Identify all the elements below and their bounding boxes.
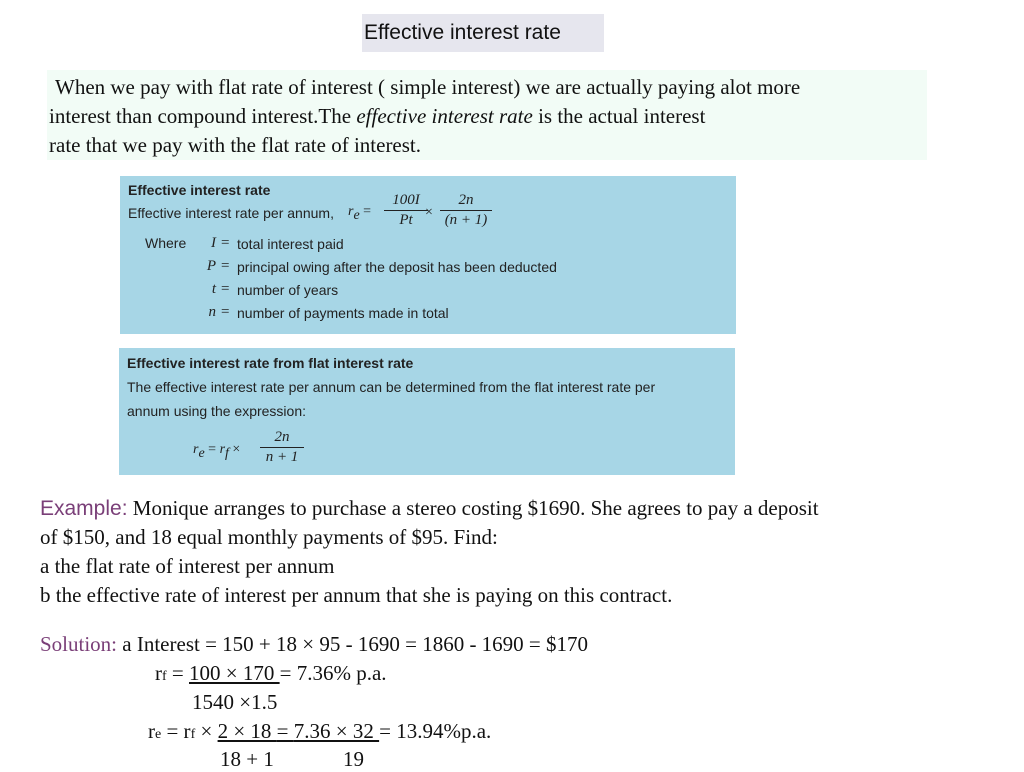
definition-equals: = — [221, 235, 230, 251]
re-symbol: r — [148, 719, 155, 743]
re-times: × — [195, 719, 218, 743]
definition-equals: = — [221, 281, 230, 297]
lhs-subscript: e — [198, 445, 205, 461]
re-numerator-2: 7.36 × 32 — [293, 719, 380, 743]
equals-sign: = — [363, 204, 372, 219]
intro-emphasis: effective interest rate — [356, 104, 533, 128]
re-symbol: r — [348, 204, 354, 219]
solution-line-1 — [40, 632, 588, 657]
solution-re-line — [148, 719, 491, 744]
box2-line-2: annum using the expression: — [127, 403, 306, 419]
rf-symbol: r — [155, 661, 162, 685]
example-line-2: of $150, and 18 equal monthly payments of $95. Find: — [40, 525, 498, 549]
fraction-2-numerator: 2n — [440, 192, 492, 211]
fraction-1-denominator: Pt — [399, 212, 413, 228]
flat-to-effective-box — [119, 348, 735, 475]
rf-symbol: r — [219, 442, 226, 457]
box1-formula-label: Effective interest rate per annum, — [128, 205, 334, 221]
effective-rate-box — [120, 176, 736, 334]
example-line-4: b the effective rate of interest per annum that she is paying on this contract. — [40, 583, 673, 607]
intro-line-2-text: interest than compound interest.The — [49, 104, 357, 128]
example-line-1 — [40, 494, 1000, 523]
rf-result: = 7.36% p.a. — [279, 661, 387, 685]
definition-text: number of years — [237, 282, 339, 298]
fraction-2-denominator: (n + 1) — [444, 212, 488, 228]
intro-line-1: When we pay with flat rate of interest ( simple interest) we are actually paying alot more — [55, 75, 801, 99]
definition-text: total interest paid — [237, 236, 344, 252]
box1-fraction-2 — [440, 192, 492, 229]
re-numerator-1: 2 × 18 — [217, 719, 277, 743]
definition-symbol: n — [208, 304, 216, 320]
box2-fraction-denominator: n + 1 — [265, 449, 299, 465]
intro-line-2 — [49, 102, 705, 131]
re-rf-subscript: f — [190, 727, 196, 742]
intro-paragraph — [47, 70, 927, 160]
rf-numerator: 100 × 170 — [189, 661, 280, 685]
equals-sign: = — [208, 442, 217, 457]
box1-heading: Effective interest rate — [128, 182, 271, 198]
solution-line-1-text: a Interest = 150 + 18 × 95 - 1690 = 1860 - 1690 = $170 — [117, 632, 589, 656]
re-equals: = r — [161, 719, 191, 743]
definition-symbol: P — [206, 258, 216, 274]
definition-text: number of payments made in total — [237, 305, 449, 321]
box1-where: Where — [145, 235, 187, 251]
re-equals-2: = — [276, 719, 294, 743]
intro-line-3: rate that we pay with the flat rate of interest. — [49, 133, 422, 157]
box2-formula — [193, 442, 240, 462]
definition-text: principal owing after the deposit has been deducted — [237, 259, 557, 275]
re-subscript: e — [353, 207, 360, 223]
rf-equals: = — [166, 661, 190, 685]
solution-re-denominator-2: 19 — [343, 747, 364, 771]
solution-rf-denominator: 1540 ×1.5 — [192, 690, 278, 714]
box2-heading: Effective interest rate from flat interest rate — [127, 355, 414, 371]
box2-fraction-numerator: 2n — [260, 429, 304, 448]
page-title: Effective interest rate — [362, 14, 604, 52]
intro-line-2-tail: is the actual interest — [532, 104, 706, 128]
definition-symbol: t — [211, 281, 216, 297]
box2-fraction — [260, 429, 304, 466]
example-line-1-text: Monique arranges to purchase a stereo costing $1690. She agrees to pay a deposit — [127, 496, 819, 520]
example-block — [40, 494, 1000, 610]
rf-subscript: f — [162, 669, 167, 684]
box1-times: × — [425, 205, 433, 220]
box2-line-1: The effective interest rate per annum can be determined from the flat interest rate per — [127, 379, 656, 395]
solution-label: Solution: — [40, 632, 118, 656]
rf-subscript: f — [225, 445, 229, 461]
lhs-symbol: r — [193, 442, 199, 457]
definition-symbol: I — [211, 235, 216, 251]
re-result: = 13.94%p.a. — [379, 719, 492, 743]
re-subscript: e — [155, 727, 162, 742]
example-label: Example: — [40, 497, 128, 520]
example-line-3: a the flat rate of interest per annum — [40, 554, 335, 578]
solution-re-denominator-1: 18 + 1 — [220, 747, 274, 771]
definition-equals: = — [221, 304, 230, 320]
solution-rf-line — [155, 661, 387, 686]
fraction-1-numerator: 100I — [384, 192, 428, 211]
times-sign: × — [232, 442, 241, 457]
definition-equals: = — [221, 258, 230, 274]
box1-fraction-1 — [384, 192, 428, 229]
box1-re — [348, 204, 371, 224]
